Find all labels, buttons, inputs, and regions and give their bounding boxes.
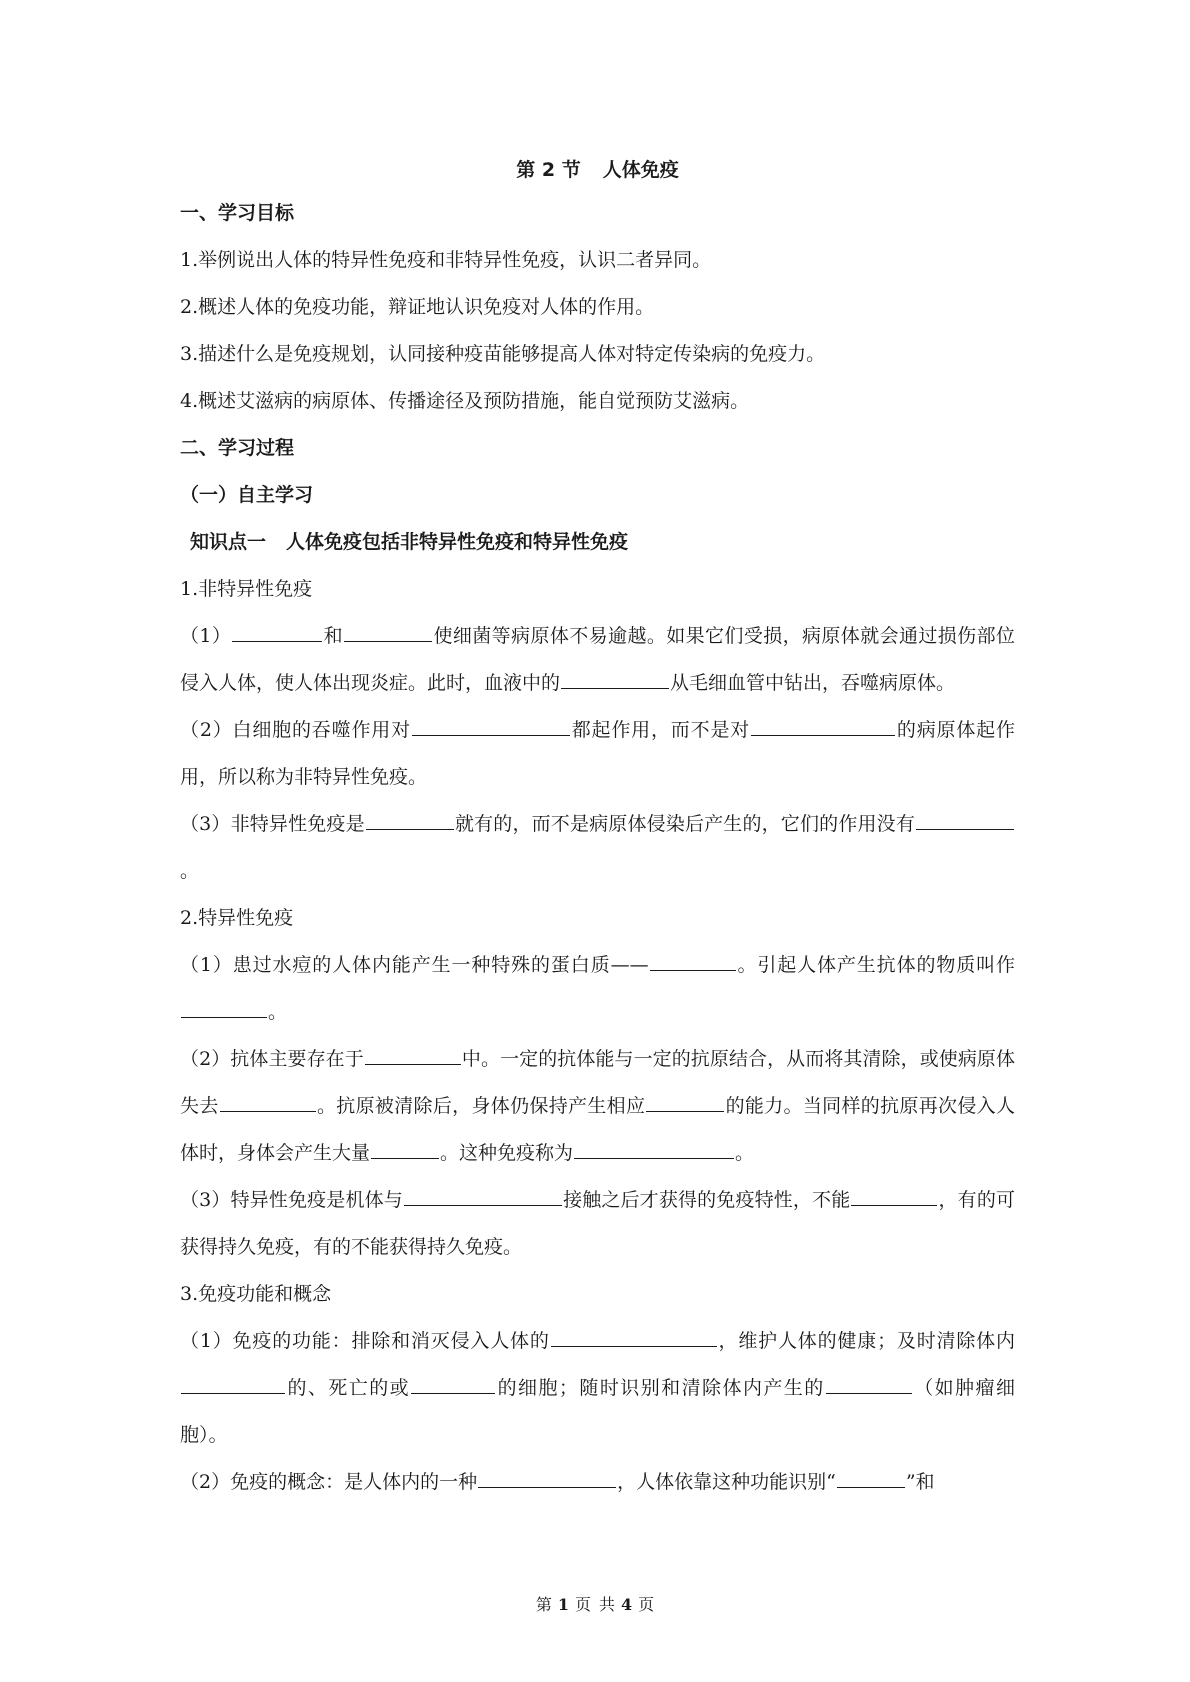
- footer-text: 共: [599, 1595, 616, 1614]
- answer-blank[interactable]: [561, 666, 669, 689]
- text-run: 中。一定的抗体能与一定的抗原结合，从而将其清除，或使病原体失去: [180, 1048, 1015, 1117]
- text-run: 就有的，而不是病原体侵染后产生的，它们的作用没有: [454, 813, 915, 835]
- section-name: 人体免疫: [602, 159, 679, 181]
- text-run: （2）免疫的概念：是人体内的一种: [180, 1471, 478, 1493]
- text-run: （2）白细胞的吞噬作用对: [180, 719, 411, 741]
- text-run: （3）特异性免疫是机体与: [180, 1189, 403, 1211]
- function-paragraph-1: [180, 1318, 1015, 1459]
- text-run: 。: [180, 860, 200, 882]
- answer-blank[interactable]: [837, 1465, 905, 1488]
- text-run: 都起作用，而不是对: [570, 719, 751, 741]
- goal-item: 1.举例说出人体的特异性免疫和非特异性免疫，认识二者异同。: [180, 249, 712, 271]
- footer-text: 页: [638, 1595, 655, 1614]
- page-title: [180, 150, 1015, 190]
- answer-blank[interactable]: [551, 1324, 717, 1347]
- function-paragraph-2: [180, 1459, 1015, 1506]
- answer-blank[interactable]: [851, 1183, 937, 1206]
- answer-blank[interactable]: [751, 713, 895, 736]
- text-run: 的病原体起作用，所以称为非特异性免疫。: [180, 719, 1015, 788]
- answer-blank[interactable]: [404, 1183, 562, 1206]
- answer-blank[interactable]: [646, 1089, 724, 1112]
- document-page: [180, 150, 1015, 1506]
- goal-item: 2.概述人体的免疫功能，辩证地认识免疫对人体的作用。: [180, 296, 655, 318]
- answer-blank[interactable]: [344, 619, 432, 642]
- text-run: （2）抗体主要存在于: [180, 1048, 364, 1070]
- answer-blank[interactable]: [574, 1136, 734, 1159]
- answer-blank[interactable]: [478, 1465, 616, 1488]
- text-run: ，人体依靠这种功能识别“: [617, 1471, 836, 1493]
- text-run: 。抗原被清除后，身体仍保持产生相应: [316, 1095, 646, 1117]
- text-run: （3）非特异性免疫是: [180, 813, 365, 835]
- text-run: 。: [735, 1142, 755, 1164]
- answer-blank[interactable]: [181, 995, 267, 1018]
- knowledge-point-text: 人体免疫包括非特异性免疫和特异性免疫: [286, 531, 629, 553]
- specific-paragraph-1: [180, 942, 1015, 1036]
- answer-blank[interactable]: [232, 619, 322, 642]
- subheading-self-study: （一）自主学习: [180, 484, 314, 506]
- text-run: ”和: [905, 1471, 935, 1493]
- total-pages: 4: [621, 1595, 633, 1614]
- text-run: ，维护人体的健康；及时清除体内: [717, 1330, 1015, 1352]
- text-run: （1）免疫的功能：排除和消灭侵入人体的: [180, 1330, 550, 1352]
- function-title: 3.免疫功能和概念: [180, 1283, 332, 1305]
- answer-blank[interactable]: [371, 1136, 439, 1159]
- page-number: 1: [557, 1595, 569, 1614]
- text-run: 的、死亡的或: [286, 1377, 411, 1399]
- answer-blank[interactable]: [411, 1371, 495, 1394]
- text-run: 。: [268, 1001, 288, 1023]
- heading-goals: 一、学习目标: [180, 202, 295, 224]
- answer-blank[interactable]: [365, 1042, 461, 1065]
- text-run: ，有的可获得持久免疫，有的不能获得持久免疫。: [180, 1189, 1015, 1258]
- answer-blank[interactable]: [412, 713, 570, 736]
- answer-blank[interactable]: [916, 807, 1014, 830]
- nonspecific-title: 1.非特异性免疫: [180, 578, 313, 600]
- nonspecific-paragraph-1: [180, 613, 1015, 707]
- nonspecific-paragraph-2: [180, 707, 1015, 801]
- text-run: 从毛细血管中钻出，吞噬病原体。: [670, 672, 956, 694]
- text-run: （1）: [180, 625, 232, 647]
- knowledge-point-label: 知识点一: [190, 531, 267, 553]
- text-run: 。引起人体产生抗体的物质叫作: [736, 954, 1015, 976]
- knowledge-point-heading: [180, 519, 1015, 566]
- goal-item: 4.概述艾滋病的病原体、传播途径及预防措施，能自觉预防艾滋病。: [180, 390, 750, 412]
- answer-blank[interactable]: [366, 807, 454, 830]
- text-run: 。这种免疫称为: [440, 1142, 574, 1164]
- page-footer: [0, 1592, 1190, 1615]
- goal-item: 3.描述什么是免疫规划，认同接种疫苗能够提高人体对特定传染病的免疫力。: [180, 343, 826, 365]
- text-run: 使细菌等病原体不易逾越。如果它们受损，病原体就会通过损伤部位侵入人体，使人体出现炎症。此时，血液中的: [180, 625, 1015, 694]
- text-run: （1）患过水痘的人体内能产生一种特殊的蛋白质——: [180, 954, 649, 976]
- nonspecific-paragraph-3: [180, 801, 1015, 895]
- answer-blank[interactable]: [181, 1371, 285, 1394]
- specific-paragraph-2: [180, 1036, 1015, 1177]
- answer-blank[interactable]: [826, 1371, 912, 1394]
- text-run: （如肿瘤细胞）。: [180, 1377, 1015, 1446]
- answer-blank[interactable]: [650, 948, 736, 971]
- text-run: 和: [323, 625, 344, 647]
- footer-text: 第: [535, 1595, 552, 1614]
- heading-process: 二、学习过程: [180, 437, 295, 459]
- text-run: 的能力。当同样的抗原再次侵入人体时，身体会产生大量: [180, 1095, 1015, 1164]
- text-run: 接触之后才获得的免疫特性，不能: [562, 1189, 851, 1211]
- footer-text: 页: [574, 1595, 591, 1614]
- text-run: 的细胞；随时识别和清除体内产生的: [496, 1377, 825, 1399]
- section-number: 第 2 节: [516, 159, 581, 181]
- specific-paragraph-3: [180, 1177, 1015, 1271]
- answer-blank[interactable]: [220, 1089, 316, 1112]
- specific-title: 2.特异性免疫: [180, 907, 294, 929]
